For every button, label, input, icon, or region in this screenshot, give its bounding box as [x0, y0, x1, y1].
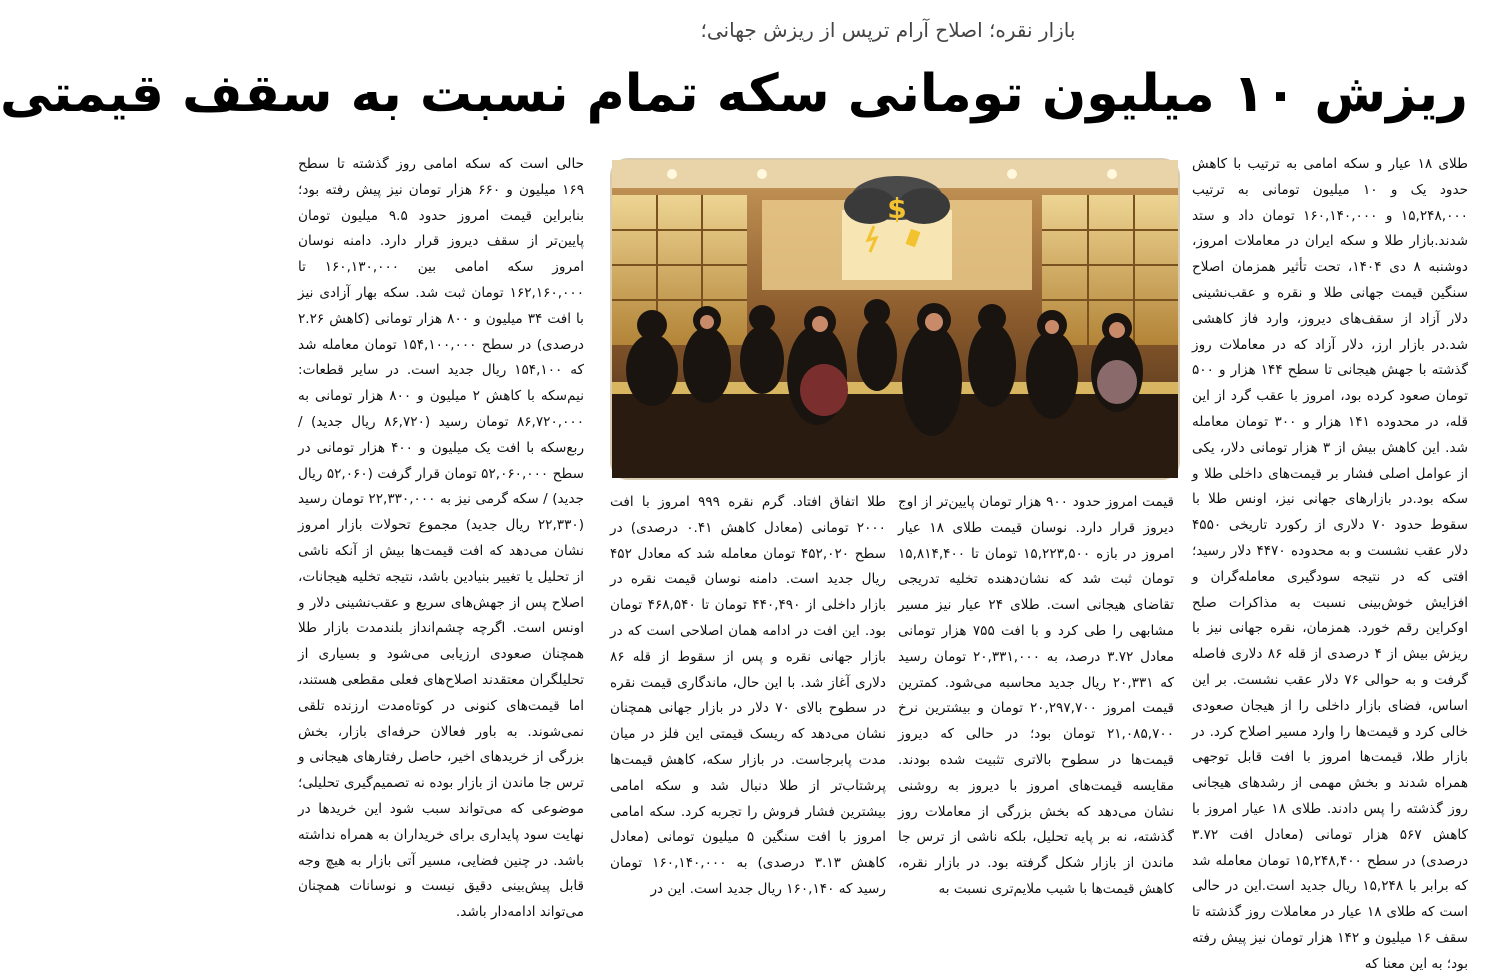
article-column-right: [1192, 152, 1469, 972]
article-column-middle-left: [610, 490, 887, 897]
column-text: طلا اتفاق افتاد. گرم نقره ۹۹۹ امروز با افت ۲۰۰۰ تومانی (معادل کاهش ۰.۴۱ درصدی) در سطح ۴۵۲,۰۲۰ تومان معامله شد که معادل ۴۵۲ ریال جدید است. دامنه نوسان قیمت نقره در بازار داخلی از ۴۴۰,۴۹۰ تومان تا ۴۶۸,۵۴۰ تومان بود. این افت در ادامه همان اصلاحی است که در بازار جهانی نقره و پس از سقوط از قله ۸۶ دلاری آغاز شد. با این حال، ماندگاری قیمت نقره در سطوح بالای ۷۰ دلار در بازار جهانی همچنان نشان می‌دهد که ریسک قیمتی این فلز در میان مدت پابرجاست. در بازار سکه، کاهش قیمت‌ها پرشتاب‌تر از طلا دنبال شد و سکه امامی بیشترین فشار فروش را تجربه کرد. سکه امامی امروز با افت سنگین ۵ میلیون تومانی (معادل کاهش ۳.۱۳ درصدی) به ۱۶۰,۱۴۰,۰۰۰ تومان رسید که ۱۶۰,۱۴۰ ریال جدید است. این در: [610, 494, 887, 897]
article-photo: [610, 158, 1180, 480]
article-kicker: بازار نقره؛ اصلاح آرام ترپس از ریزش جهانی؛: [700, 18, 1076, 42]
svg-text:$: $: [887, 192, 907, 225]
column-text: قیمت امروز حدود ۹۰۰ هزار تومان پایین‌تر از اوج دیروز قرار دارد. نوسان قیمت طلای ۱۸ عیار امروز در بازه ۱۵,۲۲۳,۵۰۰ تومان تا ۱۵,۸۱۴,۴۰۰ تومان ثبت شد که نشان‌دهنده تخلیه تدریجی تقاضای هیجانی است. طلای ۲۴ عیار نیز مسیر مشابهی را طی کرد و با افت ۷۵۵ هزار تومانی معادل ۳.۷۲ درصد، به ۲۰,۳۳۱,۰۰۰ تومان رسید که ۲۰,۳۳۱ ریال جدید محاسبه می‌شود. کمترین قیمت امروز ۲۰,۲۹۷,۷۰۰ تومان و بیشترین نرخ ۲۱,۰۸۵,۷۰۰ تومان بود؛ در حالی که دیروز قیمت‌ها در سطوح بالاتری تثبیت شده بودند. مقایسه قیمت‌های امروز با دیروز به روشنی نشان می‌دهد که بخش بزرگی از معاملات روز گذشته، نه بر پایه تحلیل، بلکه ناشی از ترس جا ماندن از بازار شکل گرفته بود. در بازار نقره، کاهش قیمت‌ها با شیب ملایم‌تری نسبت به: [898, 494, 1175, 897]
article-headline: ریزش ۱۰ میلیون تومانی سکه تمام نسبت به سقف قیمتی: [0, 64, 1468, 124]
article-column-left: [298, 152, 585, 921]
gold-shop-illustration: [612, 160, 1178, 478]
article-column-middle-right: [898, 490, 1175, 897]
column-text: طلای ۱۸ عیار و سکه امامی به ترتیب با کاهش حدود یک و ۱۰ میلیون تومانی به ترتیب ۱۵,۲۴۸,۰۰۰ و ۱۶۰,۱۴۰,۰۰۰ تومان داد و ستد شدند.بازار طلا و سکه ایران در معاملات امروز، دوشنبه ۸ دی ۱۴۰۴، تحت تأثیر همزمان اصلاح سنگین قیمت جهانی طلا و نقره و عقب‌نشینی دلار آزاد از سقف‌های دیروز، وارد فاز کاهشی شد.در بازار ارز، دلار آزاد که در معاملات روز گذشته با جهش هیجانی تا سطح ۱۴۴ هزار و ۵۰۰ تومان صعود کرده بود، امروز با عقب گرد از این قله، در محدوده ۱۴۱ هزار و ۳۰۰ تومان معامله شد. این کاهش بیش از ۳ هزار تومانی دلار، یکی از عوامل اصلی فشار بر قیمت‌های داخلی طلا و سکه بود.در بازارهای جهانی نیز، اونس طلا با سقوط حدود ۷۰ دلاری از رکورد تاریخی ۴۵۵۰ دلار عقب نشست و به محدوده ۴۴۷۰ دلار رسید؛ افتی که در نتیجه سودگیری معامله‌گران و افزایش خوش‌بینی نسبت به مذاکرات صلح اوکراین رقم خورد. همزمان، نقره جهانی نیز با ریزش بیش از ۴ درصدی از قله ۸۶ دلاری فاصله گرفت و به حوالی ۷۶ دلار عقب نشست. بر این اساس، فضای بازار داخلی را از هیجان صعودی خالی کرد و قیمت‌ها را وارد مسیر اصلاح کرد. در بازار طلا، قیمت‌ها امروز با افت قابل توجهی همراه شدند و بخش مهمی از رشدهای هیجانی روز گذشته را پس دادند. طلای ۱۸ عیار امروز با کاهش ۵۶۷ هزار تومانی (معادل افت ۳.۷۲ درصدی) در سطح ۱۵,۲۴۸,۴۰۰ تومان معامله شد که برابر با ۱۵,۲۴۸ ریال جدید است.این در حالی است که طلای ۱۸ عیار در معاملات روز گذشته تا سقف ۱۶ میلیون و ۱۴۲ هزار تومان نیز پیش رفته بود؛ به این معنا که: [1192, 156, 1469, 972]
column-text: حالی است که سکه امامی روز گذشته تا سطح ۱۶۹ میلیون و ۶۶۰ هزار تومان نیز پیش رفته بود؛ بنابراین قیمت امروز حدود ۹.۵ میلیون تومان پایین‌تر از سقف دیروز قرار دارد. دامنه نوسان امروز سکه امامی بین ۱۶۰,۱۳۰,۰۰۰ تا ۱۶۲,۱۶۰,۰۰۰ تومان ثبت شد. سکه بهار آزادی نیز با افت ۳۴ میلیون و ۸۰۰ هزار تومانی (کاهش ۲.۲۶ درصدی) در سطح ۱۵۴,۱۰۰,۰۰۰ تومان معامله شد که ۱۵۴,۱۰۰ ریال جدید است. در سایر قطعات: نیم‌سکه با کاهش ۲ میلیون و ۸۰۰ هزار تومانی به ۸۶,۷۲۰,۰۰۰ تومان رسید (۸۶,۷۲۰ ریال جدید) / ربع‌سکه با افت یک میلیون و ۴۰۰ هزار تومانی در سطح ۵۲,۰۶۰,۰۰۰ تومان قرار گرفت (۵۲,۰۶۰ ریال جدید) / سکه گرمی نیز به ۲۲,۳۳۰,۰۰۰ تومان رسید (۲۲,۳۳۰ ریال جدید) مجموع تحولات بازار امروز نشان می‌دهد که افت قیمت‌ها بیش از آنکه ناشی از تحلیل یا تغییر بنیادین باشد، نتیجه تخلیه هیجانات، اصلاح پس از جهش‌های سریع و عقب‌نشینی دلار و اونس است. اگرچه چشم‌انداز بلندمدت بازار طلا همچنان صعودی ارزیابی می‌شود و بسیاری از تحلیلگران معتقدند اصلاح‌های فعلی مقطعی هستند، اما قیمت‌های کنونی در کوتاه‌مدت ارزنده تلقی نمی‌شوند. به باور فعالان حرفه‌ای بازار، بخش بزرگی از خریدهای اخیر، حاصل رفتارهای هیجانی و ترس جا ماندن از بازار بوده نه تصمیم‌گیری تحلیلی؛ موضوعی که می‌تواند سبب شود این خریدها در نهایت سود پایداری برای خریداران به همراه نداشته باشد. در چنین فضایی، مسیر آتی بازار به هیچ وجه قابل پیش‌بینی دقیق نیست و نوسانات همچنان می‌تواند ادامه‌دار باشد.: [298, 156, 585, 921]
